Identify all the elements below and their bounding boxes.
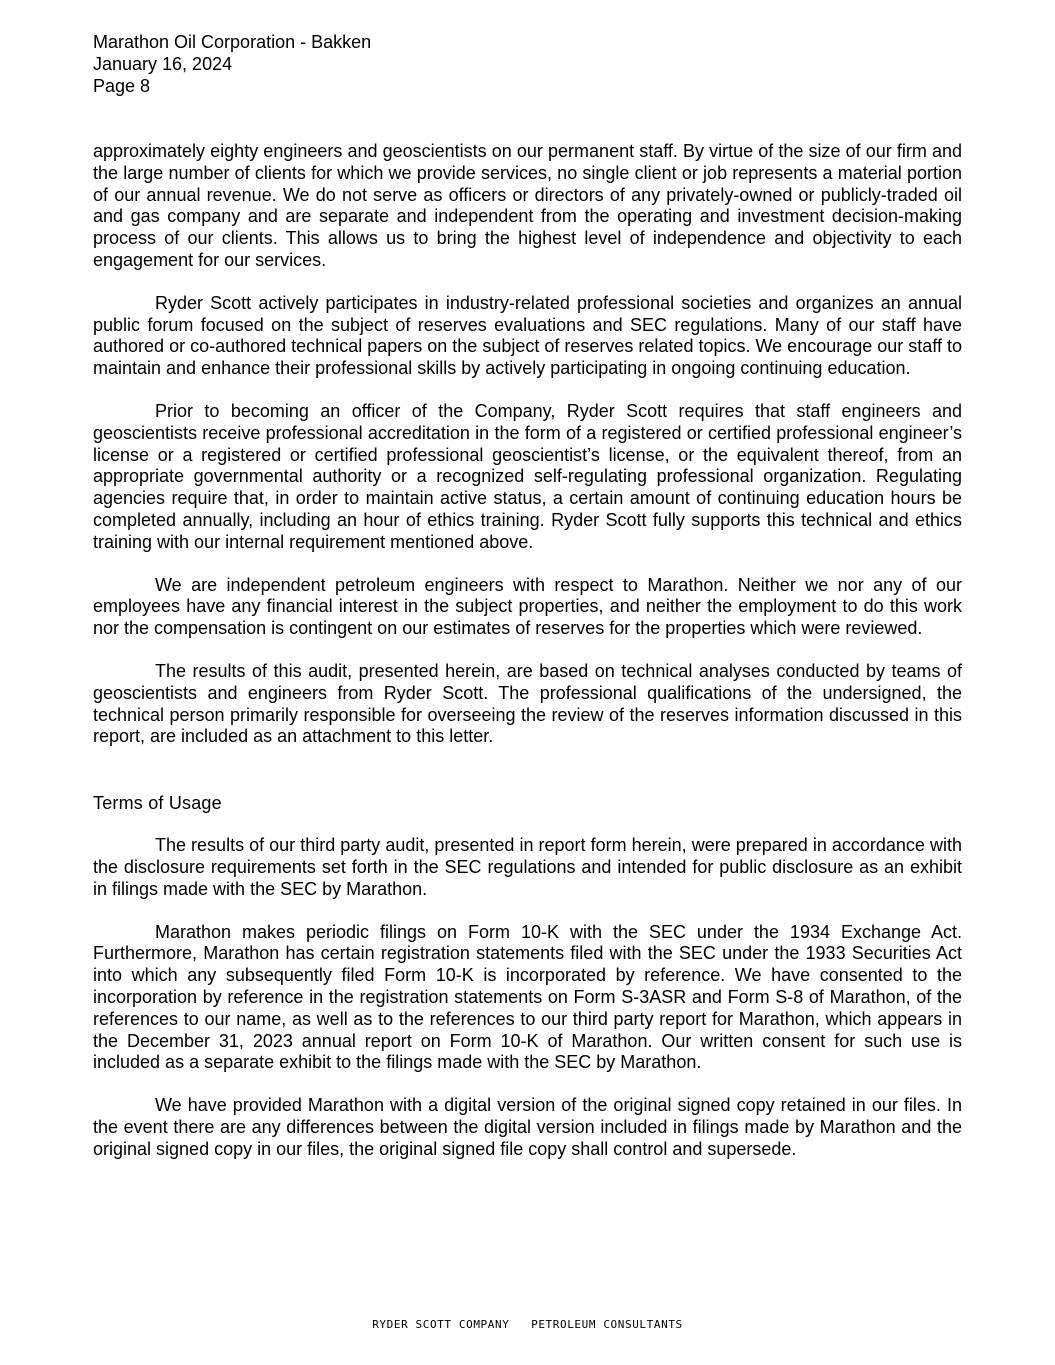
letter-page [93, 31, 962, 1181]
paragraph-disclosure-requirements: The results of our third party audit, presented in report form herein, were prepared in accordance with the disclosure requirements set forth in the SEC regulations and intended for public disclosure as an exhibit in filings made with the SEC by Marathon. [93, 835, 962, 899]
section-heading-terms-of-usage: Terms of Usage [93, 793, 222, 814]
page-footer: RYDER SCOTT COMPANY PETROLEUM CONSULTANTS [372, 1318, 683, 1331]
header-page-number: Page 8 [93, 76, 151, 96]
paragraph-accreditation: Prior to becoming an officer of the Company, Ryder Scott requires that staff engineers and geoscientists receive professional accreditation in the form of a registered or certified professional engineer’s license or a registered or certified professional geoscientist’s license, or the equivalent thereof, from an appropriate governmental authority or a recognized self-regulating professional organization. Regulating agencies require that, in order to maintain active status, a certain amount of continuing education hours be completed annually, including an hour of ethics training. Ryder Scott fully supports this technical and ethics training with our internal requirement mentioned above. [93, 400, 962, 552]
paragraph-periodic-filings: Marathon makes periodic filings on Form 10-K with the SEC under the 1934 Exchange Act. Furthermore, Marathon has certain registration statements filed with the SEC under the 1933 Securities Act into which any subsequently filed Form 10-K is incorporated by reference. We have consented to the incorporation by reference in the registration statements on Form S-3ASR and Form S-8 of Marathon, of the references to our name, as well as to the references to our third party report for Marathon, which appears in the December 31, 2023 annual report on Form 10-K of Marathon. Our written consent for such use is included as a separate exhibit to the filings made with the SEC by Marathon. [93, 921, 962, 1073]
letter-header [93, 31, 962, 97]
paragraph-staff-independence: approximately eighty engineers and geoscientists on our permanent staff. By virtue of the size of our firm and the large number of clients for which we provide services, no single client or job represents a material portion of our annual revenue. We do not serve as officers or directors of any privately-owned or publicly-traded oil and gas company and are separate and independent from the operating and investment decision-making process of our clients. This allows us to bring the highest level of independence and objectivity to each engagement for our services. [93, 141, 962, 270]
header-date: January 16, 2024 [93, 54, 233, 74]
paragraph-digital-version: We have provided Marathon with a digital version of the original signed copy retained in our files. In the event there are any differences between the digital version included in filings made by Marathon and the original signed copy in our files, the original signed file copy shall control and supersede. [93, 1095, 962, 1159]
header-company: Marathon Oil Corporation - Bakken [93, 32, 372, 52]
paragraph-independent-engineers: We are independent petroleum engineers with respect to Marathon. Neither we nor any of our employees have any financial interest in the subject properties, and neither the employment to do this work nor the compensation is contingent on our estimates of reserves for the properties which were reviewed. [93, 574, 962, 639]
paragraph-audit-results: The results of this audit, presented herein, are based on technical analyses conducted by teams of geoscientists and engineers from Ryder Scott. The professional qualifications of the undersigned, the technical person primarily responsible for overseeing the review of the reserves information discussed in this report, are included as an attachment to this letter. [93, 660, 962, 747]
paragraph-professional-societies: Ryder Scott actively participates in industry-related professional societies and organizes an annual public forum focused on the subject of reserves evaluations and SEC regulations. Many of our staff have authored or co-authored technical papers on the subject of reserves related topics. We encourage our staff to maintain and enhance their professional skills by actively participating in ongoing continuing education. [93, 292, 962, 379]
letter-body [93, 141, 962, 1160]
